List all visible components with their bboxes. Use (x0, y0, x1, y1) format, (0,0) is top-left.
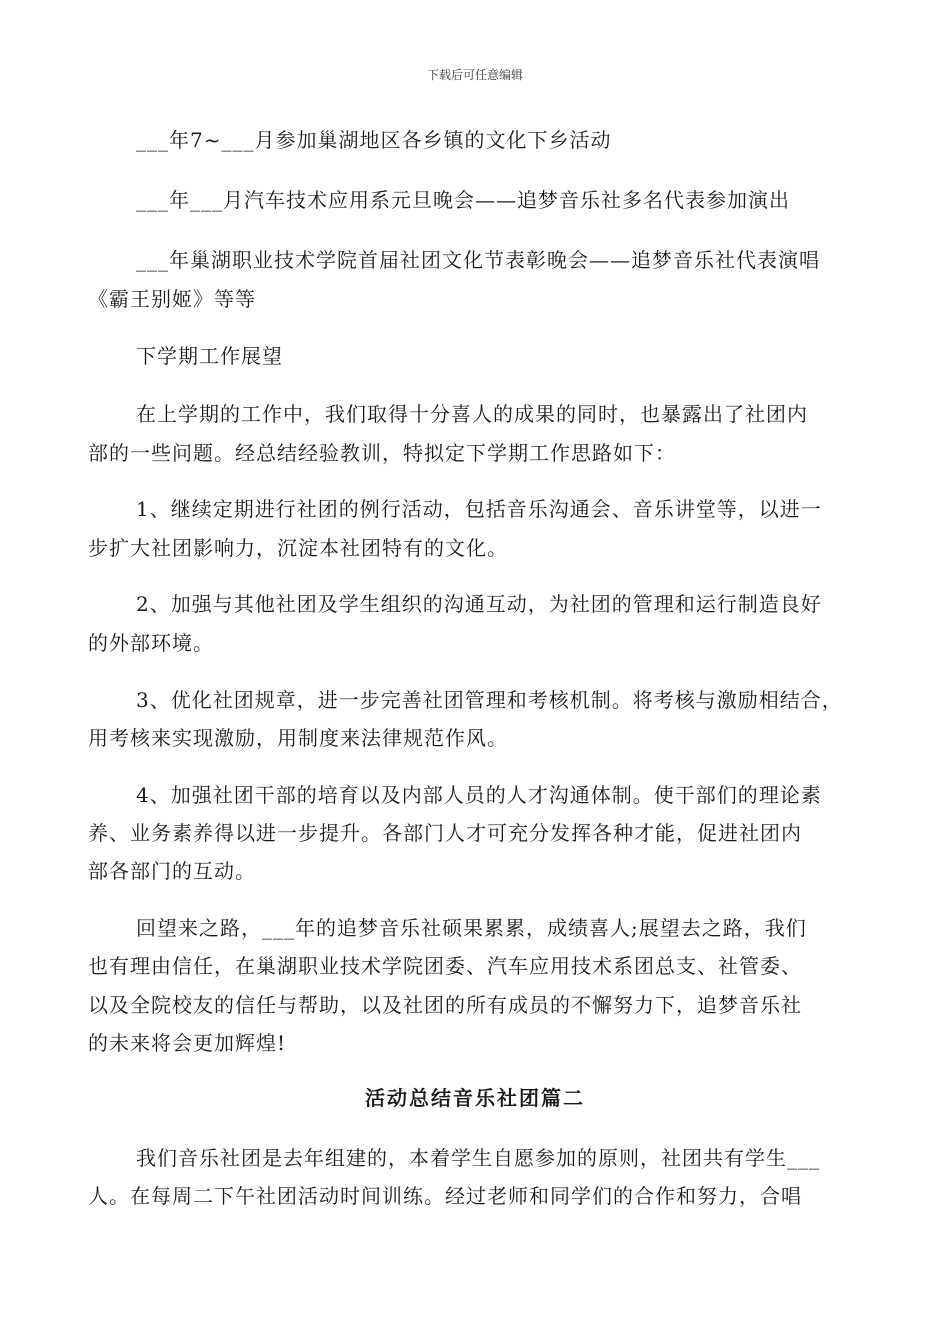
paragraph-line: 2、加强与其他社团及学生组织的沟通互动，为社团的管理和运行制造良好 (136, 592, 822, 616)
paragraph-line: 《霸王别姬》等等 (88, 287, 256, 311)
page-header: 下载后可任意编辑 (426, 68, 523, 82)
paragraph-line: 以及全院校友的信任与帮助，以及社团的所有成员的不懈努力下，追梦音乐社 (88, 993, 802, 1017)
paragraph-line: 我们音乐社团是去年组建的，本着学生自愿参加的原则，社团共有学生___ (136, 1146, 820, 1170)
paragraph-line: 3、优化社团规章，进一步完善社团管理和考核机制。将考核与激励相结合， (136, 688, 843, 712)
paragraph-line: 部的一些问题。经总结经验教训，特拟定下学期工作思路如下： (88, 441, 676, 465)
section-subheading: 下学期工作展望 (136, 344, 283, 368)
paragraph-line: ___年巢湖职业技术学院首届社团文化节表彰晚会——追梦音乐社代表演唱 (136, 248, 820, 272)
section-heading: 活动总结音乐社团篇二 (365, 1086, 585, 1110)
paragraph-line: ___年___月汽车技术应用系元旦晚会——追梦音乐社多名代表参加演出 (136, 188, 790, 212)
paragraph-line: 的未来将会更加辉煌! (88, 1031, 287, 1055)
paragraph-line: 步扩大社团影响力，沉淀本社团特有的文化。 (88, 536, 508, 560)
paragraph-line: 部各部门的互动。 (88, 859, 256, 883)
paragraph-line: 回望来之路，___年的追梦音乐社硕果累累，成绩喜人;展望去之路，我们 (136, 916, 807, 940)
paragraph-line: 养、业务素养得以进一步提升。各部门人才可充分发挥各种才能，促进社团内 (88, 821, 802, 845)
paragraph-line: 人。在每周二下午社团活动时间训练。经过老师和同学们的合作和努力，合唱 (88, 1184, 802, 1208)
paragraph-line: 也有理由信任，在巢湖职业技术学院团委、汽车应用技术系团总支、社管委、 (88, 954, 802, 978)
paragraph-line: 1、继续定期进行社团的例行活动，包括音乐沟通会、音乐讲堂等，以进一 (136, 497, 822, 521)
paragraph-line: ___年7~___月参加巢湖地区各乡镇的文化下乡活动 (136, 128, 612, 152)
paragraph-line: 用考核来实现激励，用制度来法律规范作风。 (88, 726, 508, 750)
paragraph-line: 4、加强社团干部的培育以及内部人员的人才沟通体制。使干部们的理论素 (136, 783, 822, 807)
paragraph-line: 在上学期的工作中，我们取得十分喜人的成果的同时，也暴露出了社团内 (136, 402, 808, 426)
paragraph-line: 的外部环境。 (88, 631, 214, 655)
